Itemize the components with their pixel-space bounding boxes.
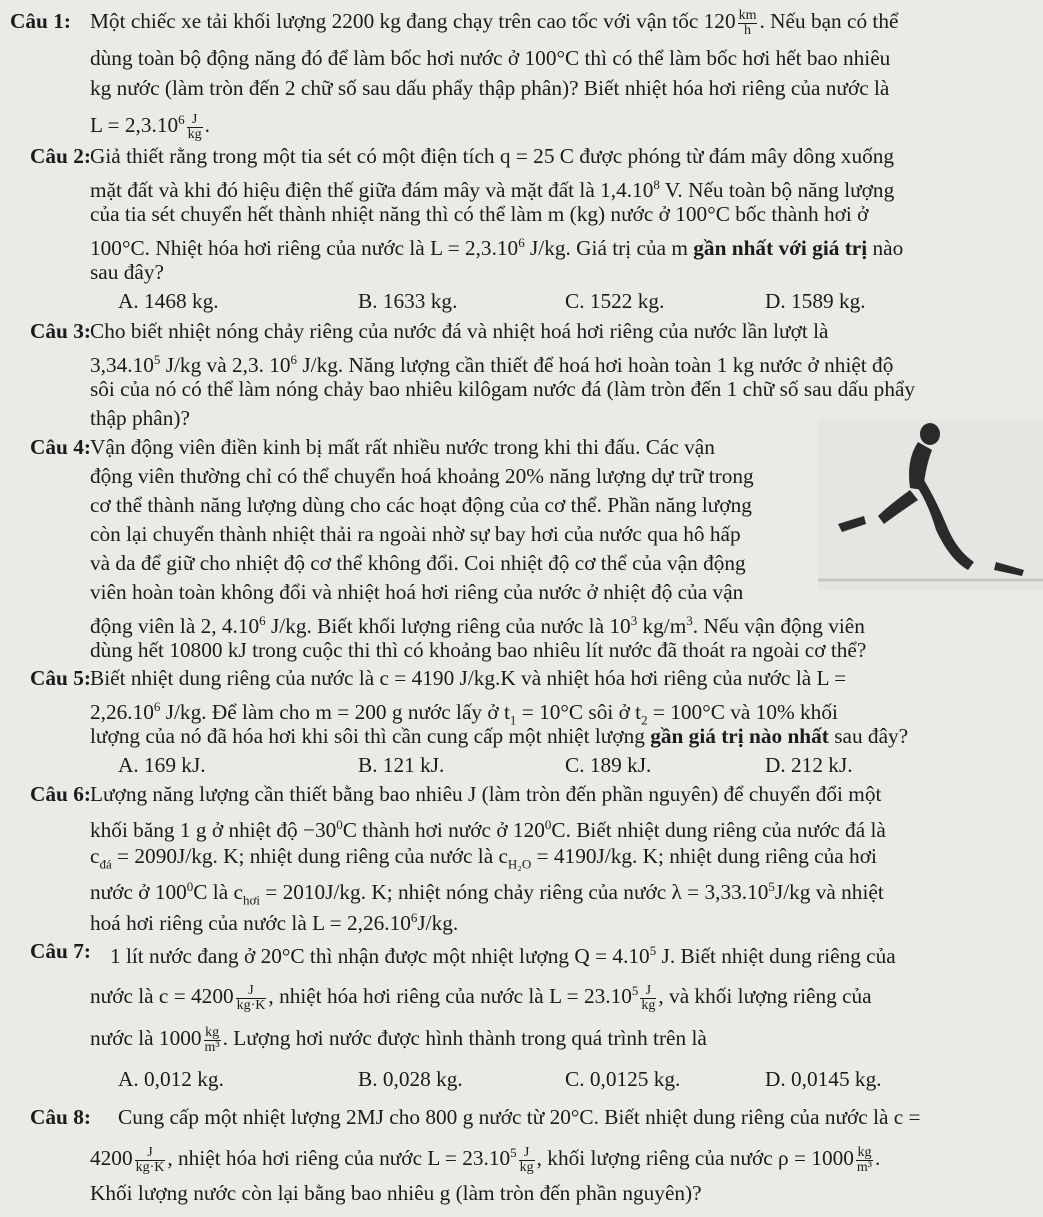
q5-option-b[interactable]: B. 121 kJ.	[358, 753, 445, 777]
q6-line2: khối băng 1 g ở nhiệt độ $-30^0C$ thành hơi nước ở $120^0C$. Biết nhiệt dung riêng của nước đá là	[90, 817, 886, 843]
q2-line4: 100°C. Nhiệt hóa hơi riêng của nước là $L = 2,3.10^6$ J/kg. Giá trị của m gần nhất với giá trị nào	[90, 235, 904, 261]
q5-option-d[interactable]: D. 212 kJ.	[765, 753, 853, 777]
q3-line4: thập phân)?	[90, 406, 190, 430]
q2-option-d[interactable]: D. 1589 kg.	[765, 289, 866, 313]
q7-line1: 1 lít nước đang ở 20°C thì nhận được một nhiệt lượng $Q = 4.10^5$ J. Biết nhiệt dung riêng của	[110, 943, 896, 969]
q6-line4: nước ở $100^0C$ là $c_{hơi} = 2010J/kg$. K; nhiệt nóng chảy riêng của nước $\lambda = 3,33.10^5J/kg$ và nhiệt	[90, 879, 884, 908]
q1-line1: Một chiếc xe tải khối lượng 2200 kg đang chạy trên cao tốc với vận tốc 120 $\frac{km}{h}$ . Nếu bạn có thể	[90, 7, 899, 38]
q2-line1: Giả thiết rằng trong một tia sét có một điện tích q = 25 C được phóng từ đám mây dông xuống	[90, 144, 895, 168]
q4-line6: viên hoàn toàn không đổi và nhiệt hoá hơi riêng của nước ở nhiệt độ của vận	[90, 580, 744, 604]
q5-line1: Biết nhiệt dung riêng của nước là c = 4190 J/kg.K và nhiệt hóa hơi riêng của nước là L =	[90, 666, 847, 690]
q2-number: Câu 2:	[30, 144, 91, 168]
q5-option-a[interactable]: A. 169 kJ.	[118, 753, 206, 777]
q2-line5: sau đây?	[90, 260, 164, 284]
q2-option-c[interactable]: C. 1522 kg.	[565, 289, 665, 313]
q1-speed-unit: $\frac{km}{h}$	[738, 7, 757, 38]
q5-line3: lượng của nó đã hóa hơi khi sôi thì cần cung cấp một nhiệt lượng gần giá trị nào nhất sau đây?	[90, 724, 909, 748]
q4-line1: Vận động viên điền kinh bị mất rất nhiều nước trong khi thi đấu. Các vận	[90, 435, 715, 459]
q1-number: Câu 1:	[10, 9, 71, 33]
runner-illustration	[818, 420, 1043, 590]
q7-option-b[interactable]: B. 0,028 kg.	[358, 1067, 463, 1091]
q8-line2: 4200 $\frac{J}{kg\cdot K}$ , nhiệt hóa hơi riêng của nước $L = 23.10^5$ $\frac{J}{kg}$ , khối lượng riêng của nước ρ = 1000 $\frac{kg}{\text{m³}}$ .	[90, 1144, 881, 1175]
q8-line1: Cung cấp một nhiệt lượng 2MJ cho 800 g nước từ 20°C. Biết nhiệt dung riêng của nước là c =	[118, 1105, 921, 1129]
q4-line7: động viên là 2, 4.10$^6$ J/kg. Biết khối lượng riêng của nước là $10^3$ $kg/m^3$. Nếu vận động viên	[90, 613, 865, 639]
q8-line3: Khối lượng nước còn lại bằng bao nhiêu g (làm tròn đến phần nguyên)?	[90, 1181, 702, 1205]
q4-line4: còn lại chuyển thành nhiệt thải ra ngoài nhờ sự bay hơi của nước qua hô hấp	[90, 522, 741, 546]
q2-line3: của tia sét chuyển hết thành nhiệt năng thì có thể làm m (kg) nước ở 100°C bốc thành hơi ở	[90, 202, 869, 226]
q1-line3: kg nước (làm tròn đến 2 chữ số sau dấu phẩy thập phân)? Biết nhiệt hóa hơi riêng của nước là	[90, 76, 890, 100]
q5-number: Câu 5:	[30, 666, 91, 690]
q7-line3: nước là 1000 $\frac{kg}{\text{m³}}$ . Lượng hơi nước được hình thành trong quá trình trên là	[90, 1024, 707, 1055]
q4-line8: dùng hết 10800 kJ trong cuộc thi thì có khoảng bao nhiêu lít nước đã thoát ra ngoài cơ thể?	[90, 638, 867, 662]
q7-option-d[interactable]: D. 0,0145 kg.	[765, 1067, 882, 1091]
q7-option-c[interactable]: C. 0,0125 kg.	[565, 1067, 681, 1091]
q6-line3: $c_{đá} = 2090J/kg$. K; nhiệt dung riêng của nước là $c_{H_2O} = 4190J/kg$. K; nhiệt dung riêng của hơi	[90, 844, 877, 872]
q4-line3: cơ thể thành năng lượng dùng cho các hoạt động của cơ thể. Phần năng lượng	[90, 493, 752, 517]
q4-line5: và da để giữ cho nhiệt độ cơ thể không đổi. Coi nhiệt độ cơ thể của vận động	[90, 551, 746, 575]
q2-option-a[interactable]: A. 1468 kg.	[118, 289, 219, 313]
q6-number: Câu 6:	[30, 782, 91, 806]
q2-option-b[interactable]: B. 1633 kg.	[358, 289, 458, 313]
q4-line2: động viên thường chỉ có thể chuyển hoá khoảng 20% năng lượng dự trữ trong	[90, 464, 754, 488]
q2-line2: mặt đất và khi đó hiệu điện thế giữa đám mây và mặt đất là 1,4.10$^8$ V. Nếu toàn bộ năng lượng	[90, 177, 895, 203]
q3-number: Câu 3:	[30, 319, 91, 343]
q3-line1: Cho biết nhiệt nóng chảy riêng của nước đá và nhiệt hoá hơi riêng của nước lần lượt là	[90, 319, 829, 343]
q3-line3: sôi của nó có thể làm nóng chảy bao nhiêu kilôgam nước đá (làm tròn đến 1 chữ số sau dấu phẩy	[90, 377, 916, 401]
q1-line4: $L = 2,3.10^6$ $\frac{J}{kg}$ .	[90, 111, 210, 142]
q5-line2: 2,26.10$^6$ J/kg. Để làm cho m = 200 g nước lấy ở $t_1 = 10^\circ C$ sôi ở $t_2 = 100^\circ C$ và 10% khối	[90, 699, 838, 728]
q5-option-c[interactable]: C. 189 kJ.	[565, 753, 652, 777]
q1-line2: dùng toàn bộ động năng đó để làm bốc hơi nước ở 100°C thì có thể làm bốc hơi hết bao nhiêu	[90, 46, 891, 70]
q7-number: Câu 7:	[30, 939, 91, 963]
q3-line2: 3,34.10$^5$ J/kg và 2,3. $10^6$ J/kg. Năng lượng cần thiết để hoá hơi hoàn toàn 1 kg nước ở nhiệt độ	[90, 352, 894, 378]
q7-line2: nước là c = 4200 $\frac{J}{kg\cdot K}$ , nhiệt hóa hơi riêng của nước là $L = 23.10^5$ $\frac{J}{kg}$ , và khối lượng riêng của	[90, 982, 872, 1013]
q6-line5: hoá hơi riêng của nước là $L = 2,26.10^6J/kg$.	[90, 910, 459, 936]
q8-number: Câu 8:	[30, 1105, 91, 1129]
q6-line1: Lượng năng lượng cần thiết bằng bao nhiêu J (làm tròn đến phần nguyên) để chuyển đổi một	[90, 782, 882, 806]
q7-option-a[interactable]: A. 0,012 kg.	[118, 1067, 224, 1091]
q4-number: Câu 4:	[30, 435, 91, 459]
